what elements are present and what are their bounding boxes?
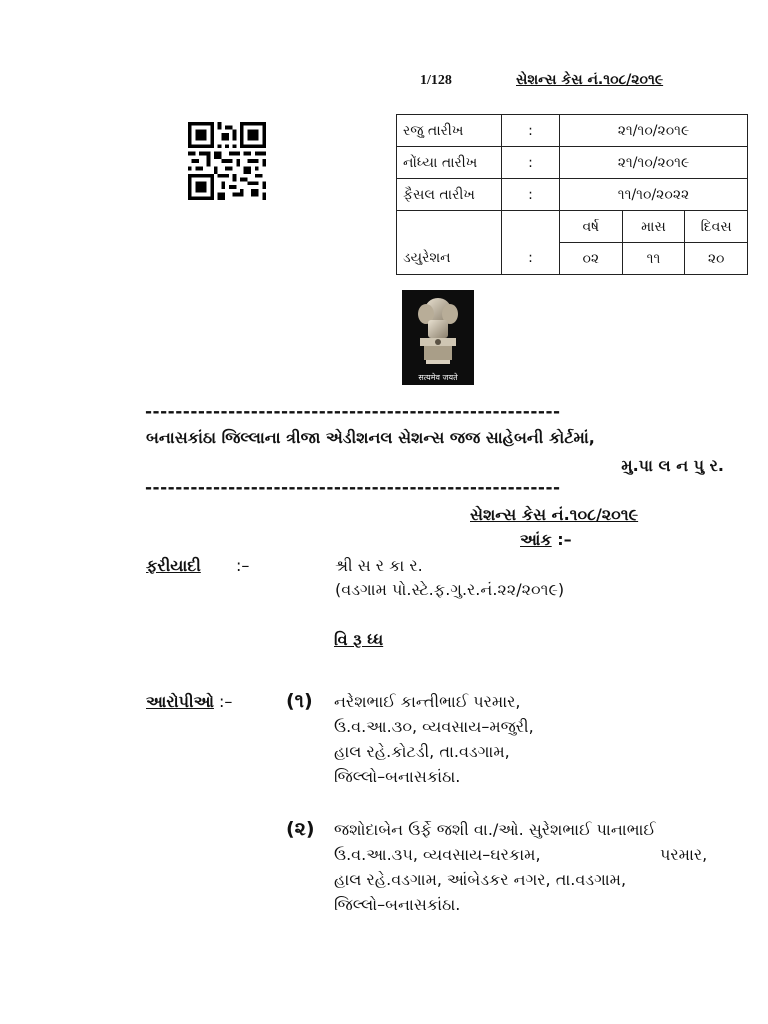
emblem-motto: सत्यमेव जयते [418, 373, 458, 382]
ank-label: આંક [520, 530, 552, 549]
accused-2-line: હાલ રહે.વડગામ, આંબેડકર નગર, તા.વડગામ, [334, 870, 627, 889]
complainant-sep: :– [236, 556, 250, 575]
colon: : [502, 179, 560, 211]
accused-label-text: આરોપીઓ [146, 692, 214, 711]
versus-heading: વિ રૂ ધ્ધ [334, 630, 384, 649]
accused-2-line: જિલ્લો–બનાસકાંઠા. [334, 895, 461, 914]
court-title: બનાસકાંઠા જિલ્લાના ત્રીજા એડીશનલ સેશન્સ જજ સાહેબની કોર્ટમાં, [146, 428, 595, 447]
colon: : [502, 211, 560, 275]
lion-capital-icon [402, 290, 474, 370]
registered-date-label: નોંધ્યા તારીખ [397, 147, 502, 179]
complainant-label-text: ફરીયાદી [146, 556, 201, 575]
submitted-date-label: રજુ તારીખ [397, 115, 502, 147]
decision-date-value: ૧૧/૧૦/૨૦૨૨ [560, 179, 748, 211]
separator-line-top: ------------------------------------------------------- [145, 402, 561, 422]
complainant-detail: (વડગામ પો.સ્ટે.ફ.ગુ.ર.નં.૨૨/૨૦૧૯) [335, 580, 565, 599]
accused-1-line: હાલ રહે.કોટડી, તા.વડગામ, [334, 742, 510, 761]
accused-2-line: જશોદાબેન ઉર્ફે જશી વા./ઓ. સુરેશભાઈ પાનાભાઈ [334, 820, 656, 839]
accused-2-surname: પરમાર, [660, 845, 708, 864]
accused-label [146, 692, 232, 712]
accused-1-line: નરેશભાઈ કાન્તીભાઈ પરમાર, [334, 692, 521, 711]
national-emblem [402, 290, 474, 385]
submitted-date-value: ૨૧/૧૦/૨૦૧૯ [560, 115, 748, 147]
colon: : [502, 115, 560, 147]
page-number: 1/128 [420, 73, 452, 88]
colon: : [502, 147, 560, 179]
complainant-name: શ્રી સ ર કા ર. [335, 556, 423, 575]
duration-years: ૦૨ [560, 243, 623, 275]
ank-suffix: :– [551, 530, 572, 549]
qr-code [185, 122, 269, 200]
complainant-label [146, 556, 201, 576]
table-row [397, 179, 748, 211]
duration-header-months: માસ [622, 211, 685, 243]
accused-2-index: (૨) [286, 818, 315, 840]
duration-days: ૨૦ [685, 243, 748, 275]
exhibit-ank [520, 530, 572, 550]
duration-header-years: વર્ષ [560, 211, 623, 243]
header-case-number: સેશન્સ કેસ નં.૧૦૮/૨૦૧૯ [516, 72, 664, 88]
accused-1-line: ઉ.વ.આ.૩૦, વ્યવસાય–મજુરી, [334, 717, 534, 736]
decision-date-label: ફૈસલ તારીખ [397, 179, 502, 211]
separator-line-bottom: ------------------------------------------------------- [145, 478, 561, 498]
table-row [397, 115, 748, 147]
table-row [397, 147, 748, 179]
duration-header-days: દિવસ [685, 211, 748, 243]
duration-label: ડયુરેશન [397, 211, 502, 275]
accused-2-line: ઉ.વ.આ.૩૫, વ્યવસાય–ઘરકામ, [334, 845, 541, 864]
accused-sep: :– [213, 692, 233, 711]
registered-date-value: ૨૧/૧૦/૨૦૧૯ [560, 147, 748, 179]
duration-months: ૧૧ [622, 243, 685, 275]
accused-1-line: જિલ્લો–બનાસકાંઠા. [334, 767, 461, 786]
court-location: મુ.પા લ ન પુ ર. [621, 456, 724, 475]
case-number: સેશન્સ કેસ નં.૧૦૮/૨૦૧૯ [470, 505, 639, 524]
table-row [397, 211, 748, 243]
dates-table [396, 114, 748, 275]
accused-1-index: (૧) [286, 690, 313, 712]
